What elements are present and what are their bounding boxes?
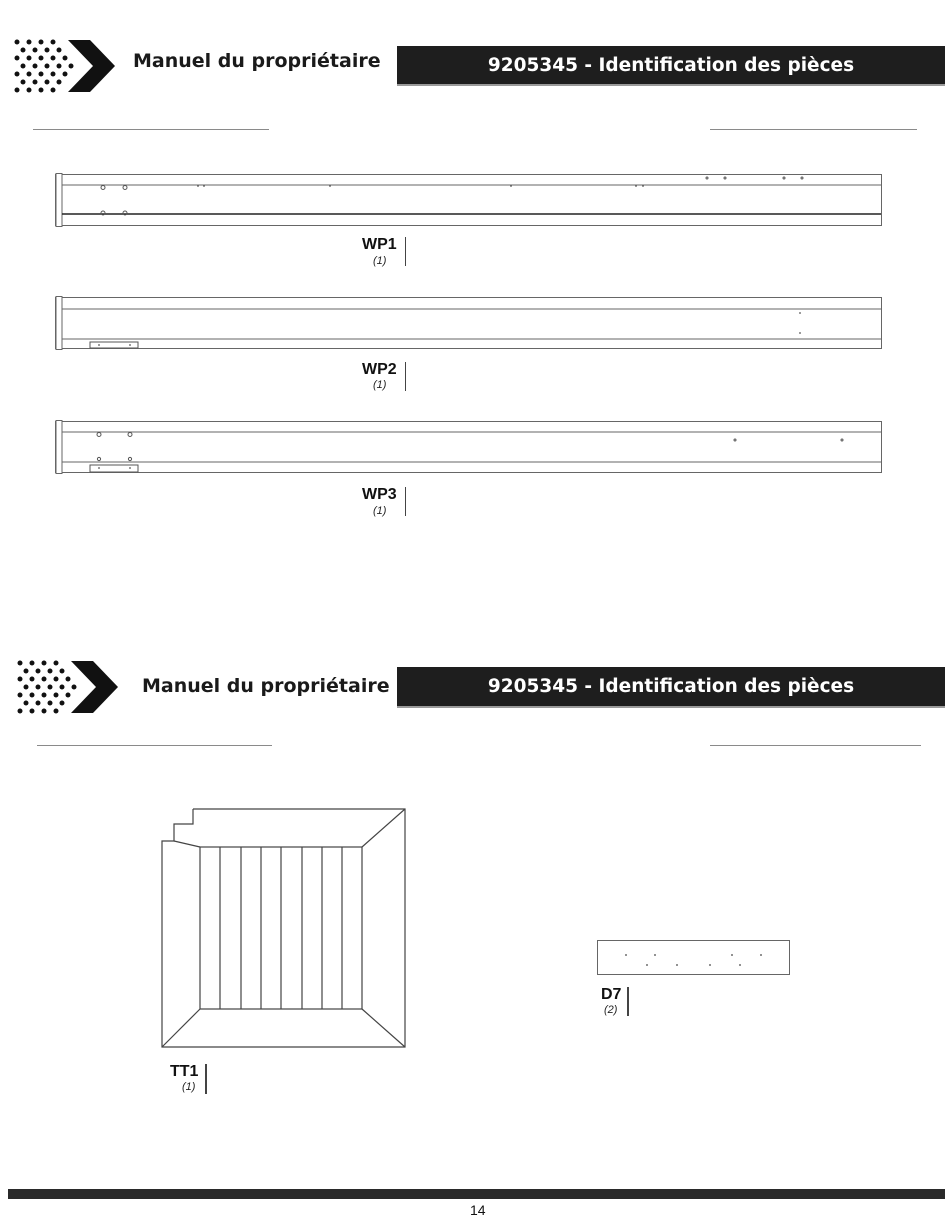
manual-title: Manuel du propriétaire (133, 50, 381, 72)
part-label-line (405, 237, 406, 266)
part-code-wp3: WP3 (362, 486, 397, 503)
part-code-wp2: WP2 (362, 361, 397, 378)
part-qty-wp1: (1) (373, 255, 387, 267)
part-label-line (405, 362, 406, 391)
part-qty-wp3: (1) (373, 505, 387, 517)
divider-left (37, 745, 272, 746)
section-title-bar (397, 667, 945, 706)
part-label-line (627, 987, 629, 1016)
section-title-bar (397, 46, 945, 84)
part-code-tt1: TT1 (170, 1063, 199, 1080)
footer-bar (8, 1189, 945, 1199)
section-title: 9205345 - Identification des pièces (487, 676, 855, 697)
part-code-d7: D7 (601, 986, 622, 1003)
part-label-line (405, 487, 406, 516)
part-drawing-tt1 (160, 808, 410, 1050)
brand-logo (10, 38, 120, 94)
part-qty-d7: (2) (604, 1004, 618, 1016)
divider-right (710, 745, 921, 746)
part-drawing-wp2 (55, 296, 885, 352)
section-title: 9205345 - Identification des pièces (487, 54, 855, 76)
manual-title: Manuel du propriétaire (142, 675, 390, 697)
brand-logo (13, 659, 123, 715)
part-drawing-wp1 (55, 173, 885, 229)
part-label-line (205, 1064, 207, 1094)
dotted-chevron-logo-icon (10, 38, 120, 94)
part-drawing-d7 (597, 940, 791, 976)
page-number: 14 (470, 1202, 486, 1218)
dotted-chevron-logo-icon (13, 659, 123, 715)
divider-right (710, 129, 917, 130)
part-code-wp1: WP1 (362, 236, 397, 253)
part-qty-wp2: (1) (373, 379, 387, 391)
divider-left (33, 129, 269, 130)
part-drawing-wp3 (55, 420, 885, 476)
part-qty-tt1: (1) (182, 1081, 196, 1093)
